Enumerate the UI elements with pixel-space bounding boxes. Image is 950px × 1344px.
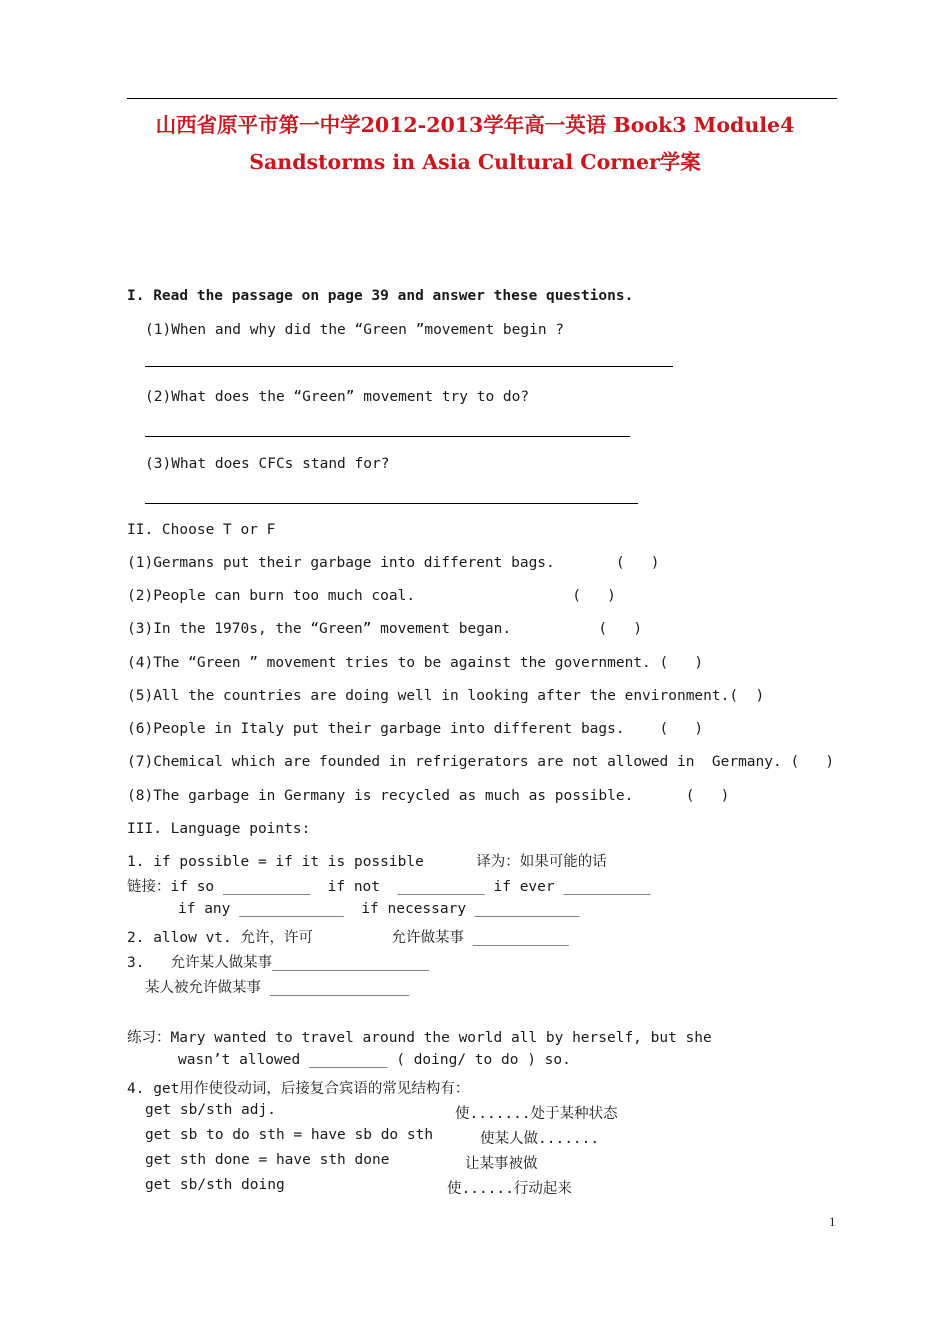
header-rule bbox=[127, 98, 837, 99]
point-3b: 某人被允许做某事 ________________ bbox=[145, 980, 410, 996]
structure-zh-2: 使某人做....... bbox=[480, 1131, 600, 1147]
structure-zh-3: 让某事被做 bbox=[465, 1156, 538, 1172]
question-2: (2)What does the “Green” movement try to do? bbox=[145, 389, 530, 405]
answer-line-2[interactable] bbox=[145, 436, 630, 437]
answer-line-1[interactable] bbox=[145, 366, 673, 367]
tf-item-3: (3)In the 1970s, the “Green” movement began. ( ) bbox=[127, 621, 643, 637]
tf-item-1: (1)Germans put their garbage into different bags. ( ) bbox=[127, 555, 660, 571]
document-title-line2: Sandstorms in Asia Cultural Corner学案 bbox=[249, 150, 701, 174]
section2-heading: II. Choose T or F bbox=[127, 522, 276, 538]
document-title-line1: 山西省原平市第一中学2012-2013学年高一英语 Book3 Module4 bbox=[155, 113, 795, 137]
question-1: (1)When and why did the “Green ”movement begin ? bbox=[145, 322, 565, 338]
point-1-link-2: if any ____________ if necessary ____________ bbox=[178, 901, 580, 917]
point-4: 4. get用作使役动词，后接复合宾语的常见结构有： bbox=[127, 1081, 470, 1097]
point-3: 3. 允许某人做某事__________________ bbox=[127, 955, 430, 971]
structure-zh-1: 使.......处于某种状态 bbox=[455, 1106, 618, 1122]
tf-item-4: (4)The “Green ” movement tries to be against the government. ( ) bbox=[127, 655, 704, 671]
structure-zh-4: 使......行动起来 bbox=[447, 1181, 572, 1197]
point-2: 2. allow vt. 允许，许可 允许做某事 ___________ bbox=[127, 930, 569, 946]
tf-item-2: (2)People can burn too much coal. ( ) bbox=[127, 588, 616, 604]
practice-line-2: wasn’t allowed _________ ( doing/ to do ) so. bbox=[178, 1052, 571, 1068]
structure-en-1: get sb/sth adj. bbox=[145, 1102, 276, 1118]
structure-en-3: get sth done = have sth done bbox=[145, 1152, 390, 1168]
section1-heading: I. Read the passage on page 39 and answer these questions. bbox=[127, 288, 634, 304]
structure-en-2: get sb to do sth = have sb do sth bbox=[145, 1127, 434, 1143]
point-1-link: 链接：if so __________ if not __________ if ever __________ bbox=[127, 879, 651, 895]
point-1: 1. if possible = if it is possible 译为：如果可能的话 bbox=[127, 854, 607, 870]
section3-heading: III. Language points: bbox=[127, 821, 311, 837]
tf-item-5: (5)All the countries are doing well in looking after the environment.( ) bbox=[127, 688, 765, 704]
question-3: (3)What does CFCs stand for? bbox=[145, 456, 390, 472]
tf-item-8: (8)The garbage in Germany is recycled as much as possible. ( ) bbox=[127, 788, 730, 804]
practice-line-1: 练习：Mary wanted to travel around the world all by herself, but she bbox=[127, 1030, 712, 1046]
answer-line-3[interactable] bbox=[145, 503, 638, 504]
structure-en-4: get sb/sth doing bbox=[145, 1177, 285, 1193]
tf-item-6: (6)People in Italy put their garbage into different bags. ( ) bbox=[127, 721, 704, 737]
tf-item-7: (7)Chemical which are founded in refrigerators are not allowed in Germany. ( ) bbox=[127, 754, 835, 770]
page-number: 1 bbox=[829, 1214, 836, 1229]
